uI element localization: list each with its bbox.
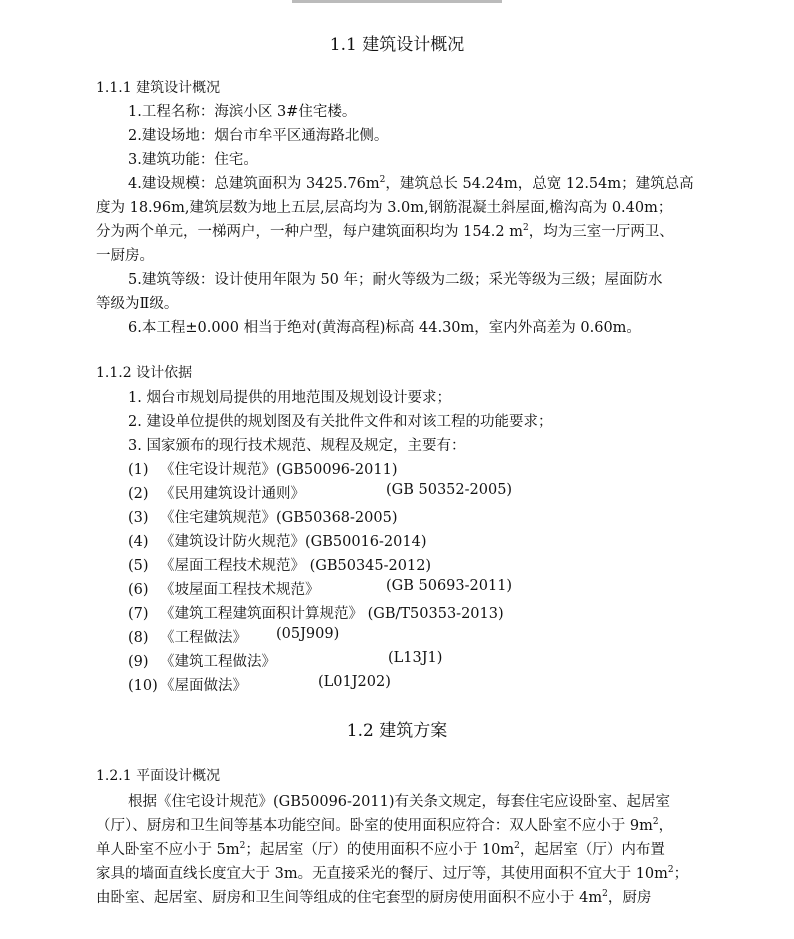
- reference-code: (L13J1): [388, 650, 443, 666]
- building-grade-line-2: 等级为Ⅱ级。: [96, 296, 179, 312]
- plan-text: 家具的墙面直线长度宜大于 3m。无直接采光的餐厅、过厅等，其使用面积不宜大于 10m: [96, 866, 668, 882]
- reference-number: (4): [128, 534, 149, 550]
- reference-name: 《民用建筑设计通则》: [160, 486, 305, 502]
- reference-name: 《工程做法》: [160, 630, 247, 646]
- building-grade-line-1: 5.建筑等级：设计使用年限为 50 年；耐火等级为二级；采光等级为三级；屋面防水: [128, 272, 663, 288]
- elevation-note: 6.本工程±0.000 相当于绝对(黄海高程)标高 44.30m，室内外高差为 0.60m。: [128, 320, 641, 336]
- reference-number: (1): [128, 462, 149, 478]
- reference-item: [128, 482, 305, 503]
- page-top-rule: [292, 0, 502, 3]
- plan-text: 单人卧室不应小于 5m: [96, 842, 240, 858]
- project-scale-line-3: [96, 220, 674, 241]
- scale-text-c: 分为两个单元，一梯两户，一种户型，每户建筑面积均为 154.2 m: [96, 224, 523, 240]
- basis-item-2: 2. 建设单位提供的规划图及有关批件文件和对该工程的功能要求；: [128, 414, 553, 430]
- basis-item-3: 3. 国家颁布的现行技术规范、规程及规定，主要有：: [128, 438, 466, 454]
- reference-item: [128, 554, 431, 575]
- reference-item: [128, 650, 276, 671]
- superscript: 2: [239, 841, 246, 852]
- superscript: 2: [522, 223, 529, 234]
- reference-name: 《建筑设计防火规范》(GB50016-2014): [160, 534, 427, 550]
- reference-item: [128, 458, 397, 479]
- reference-name: 《坡屋面工程技术规范》: [160, 582, 320, 598]
- reference-item: [128, 578, 320, 599]
- plan-para-line-2: [96, 814, 673, 835]
- scale-text-d: ，均为三室一厅两卫、: [528, 224, 674, 240]
- project-site: 2.建设场地：烟台市牟平区通海路北侧。: [128, 128, 389, 144]
- plan-text: ，起居室（厅）内布置: [519, 842, 665, 858]
- project-name: 1.工程名称：海滨小区 3#住宅楼。: [128, 104, 357, 120]
- plan-para-line-1: 根据《住宅设计规范》(GB50096-2011)有关条文规定，每套住宅应设卧室、起居室: [128, 794, 670, 810]
- scale-text-b: ，建筑总长 54.24m，总宽 12.54m；建筑总高: [385, 176, 694, 192]
- reference-number: (3): [128, 510, 149, 526]
- reference-code: (05J909): [276, 626, 340, 642]
- plan-text: ；起居室（厅）的使用面积不应小于 10m: [245, 842, 515, 858]
- plan-text: ，厨房: [607, 890, 652, 906]
- section-title-1-2: 1.2 建筑方案: [346, 721, 448, 741]
- project-scale-line-2: 度为 18.96m,建筑层数为地上五层,层高均为 3.0m,钢筋混凝土斜屋面,檐沟高为 0.40m；: [96, 200, 673, 216]
- superscript: 2: [602, 889, 608, 900]
- subsection-title-1-1-1: 1.1.1 建筑设计概况: [96, 80, 221, 96]
- superscript: 2: [514, 841, 520, 852]
- reference-number: (5): [128, 558, 149, 574]
- reference-item: [128, 626, 247, 647]
- reference-name: 《建筑工程建筑面积计算规范》 (GB/T50353-2013): [160, 606, 504, 622]
- subsection-title-1-1-2: 1.1.2 设计依据: [96, 365, 193, 381]
- plan-text: （厅）、厨房和卫生间等基本功能空间。卧室的使用面积应符合：双人卧室不应小于 9m: [96, 818, 653, 834]
- project-scale-line-1: [128, 172, 694, 193]
- reference-name: 《住宅建筑规范》(GB50368-2005): [160, 510, 398, 526]
- reference-name: 《屋面工程技术规范》 (GB50345-2012): [160, 558, 432, 574]
- superscript: 2: [652, 817, 659, 828]
- reference-code: (GB 50693-2011): [386, 578, 513, 594]
- reference-name: 《住宅设计规范》(GB50096-2011): [160, 462, 398, 478]
- plan-text: ，: [658, 818, 674, 834]
- reference-name: 《屋面做法》: [160, 678, 247, 694]
- reference-number: (6): [128, 582, 149, 598]
- reference-code: (L01J202): [318, 674, 391, 690]
- project-function: 3.建筑功能：住宅。: [128, 152, 258, 168]
- superscript: 2: [667, 865, 674, 876]
- plan-para-line-3: [96, 838, 665, 859]
- basis-item-1: 1. 烟台市规划局提供的用地范围及规划设计要求；: [128, 390, 451, 406]
- superscript: 2: [379, 175, 386, 186]
- reference-item: [128, 602, 504, 623]
- reference-code: (GB 50352-2005): [386, 482, 513, 498]
- reference-item: [128, 506, 397, 527]
- reference-number: (7): [128, 606, 149, 622]
- reference-number: (8): [128, 630, 149, 646]
- subsection-title-1-2-1: 1.2.1 平面设计概况: [96, 768, 221, 784]
- plan-para-line-5: [96, 886, 651, 907]
- reference-item: [128, 674, 247, 695]
- plan-text: 由卧室、起居室、厨房和卫生间等组成的住宅套型的厨房使用面积不应小于 4m: [96, 890, 603, 906]
- plan-para-line-4: [96, 862, 688, 883]
- reference-number: (9): [128, 654, 149, 670]
- scale-text-a: 4.建设规模：总建筑面积为 3425.76m: [128, 176, 380, 192]
- reference-item: [128, 530, 426, 551]
- section-title-1-1: 1.1 建筑设计概况: [329, 35, 465, 55]
- project-scale-line-4: 一厨房。: [96, 248, 154, 264]
- reference-number: (2): [128, 486, 149, 502]
- plan-text: ；: [673, 866, 689, 882]
- reference-name: 《建筑工程做法》: [160, 654, 276, 670]
- reference-number: (10): [128, 678, 158, 694]
